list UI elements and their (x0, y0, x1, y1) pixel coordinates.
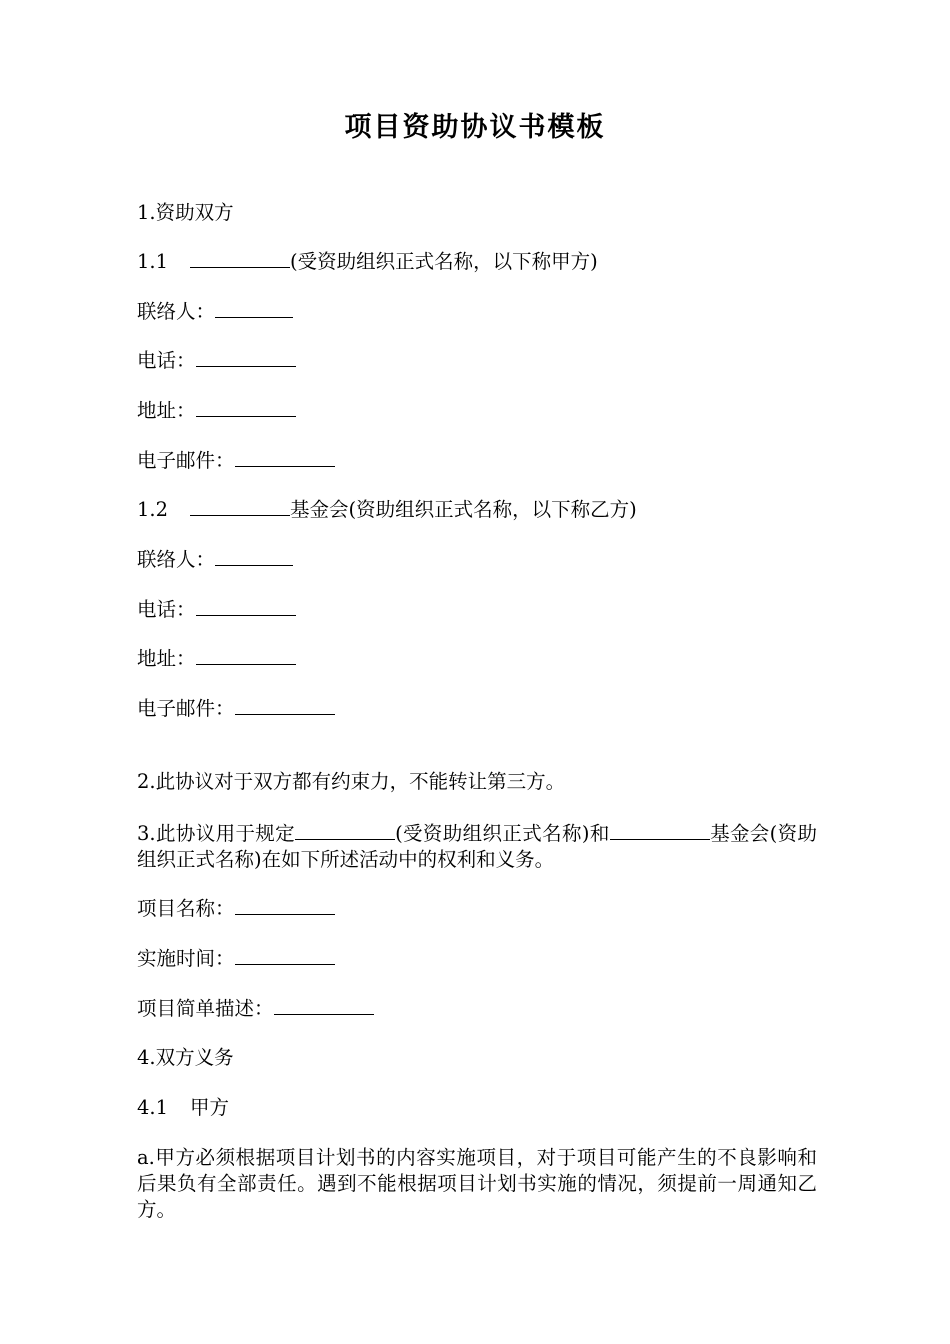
clause-1-1-number: 1.1 (137, 250, 169, 273)
party-a-address (137, 398, 296, 424)
clause-1-2-number: 1.2 (137, 498, 169, 521)
party-a-phone-blank[interactable] (196, 348, 296, 367)
party-b-email (137, 696, 335, 722)
implementation-time-label: 实施时间： (137, 947, 235, 970)
clause-4-1-number: 4.1 (137, 1096, 169, 1119)
section-1-heading: 1.资助双方 (137, 201, 234, 224)
section-3-org-blank-2[interactable] (610, 821, 710, 840)
contact-label: 联络人： (137, 300, 216, 323)
party-a-name-blank[interactable] (190, 249, 290, 268)
email-label: 电子邮件： (137, 697, 235, 720)
implementation-time-blank[interactable] (235, 946, 335, 965)
project-name-blank[interactable] (235, 896, 335, 915)
project-name-label: 项目名称： (137, 897, 235, 920)
party-a-address-blank[interactable] (196, 398, 296, 417)
clause-4-1-title: 甲方 (190, 1096, 230, 1119)
contact-label: 联络人： (137, 548, 216, 571)
clause-1-2 (137, 497, 637, 523)
project-description-label: 项目简单描述： (137, 997, 274, 1020)
section-2-text: 2.此协议对于双方都有约束力，不能转让第三方。 (137, 770, 566, 793)
party-b-contact-blank[interactable] (215, 547, 293, 566)
section-3-part-3: 基金会(资助组织正式名称)在如下所述活动中的权利和义务。 (137, 822, 818, 871)
party-b-name-blank[interactable] (190, 497, 290, 516)
section-3-paragraph (137, 821, 817, 873)
document-title: 项目资助协议书模板 (344, 112, 606, 143)
party-b-address-blank[interactable] (196, 646, 296, 665)
clause-1-1 (137, 249, 598, 275)
address-label: 地址： (137, 647, 196, 670)
section-3-org-blank-1[interactable] (295, 821, 395, 840)
party-a-phone (137, 348, 296, 374)
clause-1-2-description: 基金会(资助组织正式名称，以下称乙方) (290, 498, 637, 521)
project-description-blank[interactable] (274, 996, 374, 1015)
section-3-part-2: (受资助组织正式名称)和 (395, 822, 610, 845)
party-b-email-blank[interactable] (235, 696, 335, 715)
email-label: 电子邮件： (137, 449, 235, 472)
address-label: 地址： (137, 399, 196, 422)
phone-label: 电话： (137, 349, 196, 372)
party-a-email (137, 448, 335, 474)
party-b-phone-blank[interactable] (196, 597, 296, 616)
project-description-row (137, 996, 374, 1022)
clause-4-1 (137, 1095, 229, 1121)
implementation-time-row (137, 946, 335, 972)
section-3-part-1: 3.此协议用于规定 (137, 822, 296, 845)
clause-1-1-description: (受资助组织正式名称，以下称甲方) (290, 250, 598, 273)
party-b-address (137, 646, 296, 672)
party-a-contact (137, 299, 293, 325)
party-a-email-blank[interactable] (235, 448, 335, 467)
project-name-row (137, 896, 335, 922)
party-b-contact (137, 547, 293, 573)
section-4-heading: 4.双方义务 (137, 1046, 234, 1069)
phone-label: 电话： (137, 598, 196, 621)
party-b-phone (137, 597, 296, 623)
clause-4-a-paragraph: a.甲方必须根据项目计划书的内容实施项目，对于项目可能产生的不良影响和后果负有全部责任。遇到不能根据项目计划书实施的情况，须提前一周通知乙方。 (137, 1146, 817, 1221)
party-a-contact-blank[interactable] (215, 299, 293, 318)
